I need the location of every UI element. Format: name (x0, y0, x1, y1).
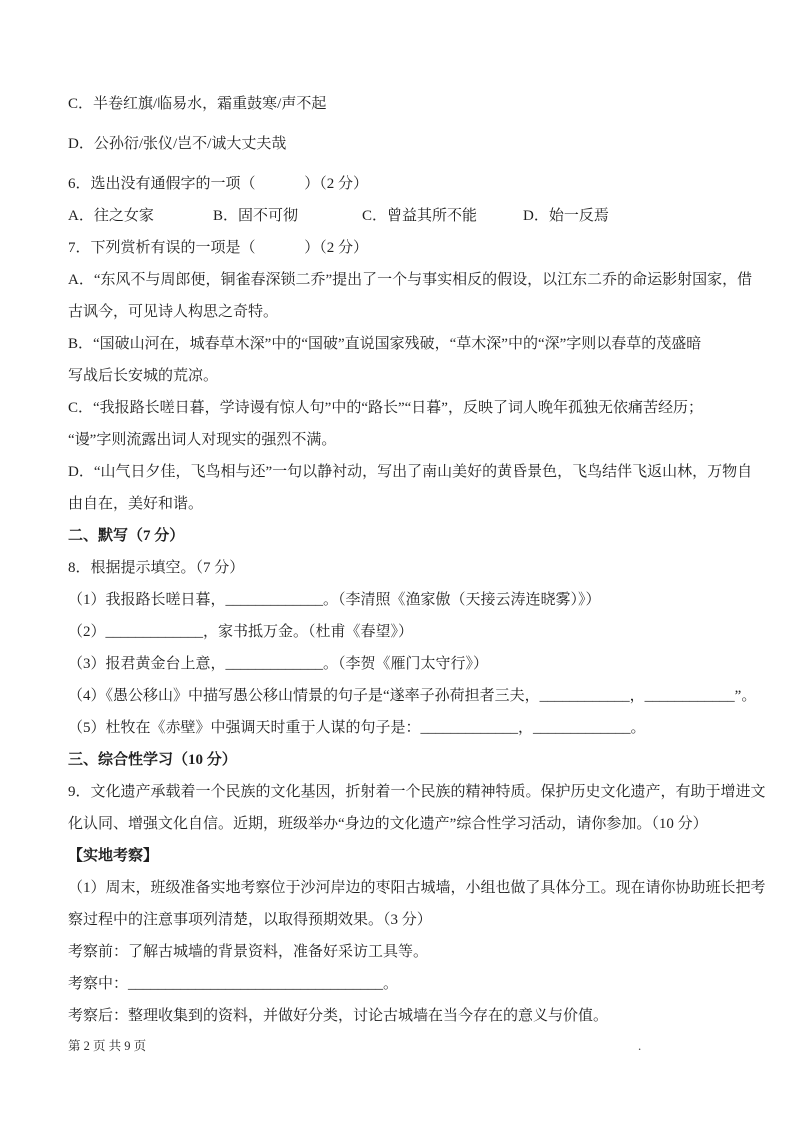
question-7-stem: 7．下列赏析有误的一项是（ ）（2 分） (68, 240, 369, 256)
question-7-option-a-line1: A．“东风不与周郎便，铜雀春深锁二乔”提出了一个与事实相反的假设，以江东二乔的命运影射国家，借 (68, 272, 753, 288)
question-8-item-2: （2）_____________，家书抵万金。（杜甫《春望》） (68, 624, 414, 640)
prev-question-option-c: C．半卷红旗/临易水，霜重鼓寒/声不起 (68, 96, 327, 112)
question-9-intro-line1: 9．文化遗产承载着一个民族的文化基因，折射着一个民族的精神特质。保护历史文化遗产，有助于增进文 (68, 784, 766, 800)
question-7-option-c-line1: C．“我报路长嗟日暮，学诗谩有惊人句”中的“路长”“日暮”，反映了词人晚年孤独无依痛苦经历； (68, 400, 703, 416)
survey-before-line: 考察前：了解古城墙的背景资料，准备好采访工具等。 (68, 944, 429, 960)
question-9-item-1-line1: （1）周末，班级准备实地考察位于沙河岸边的枣阳古城墙，小组也做了具体分工。现在请你协助班长把考 (68, 880, 766, 896)
question-8-item-5: （5）杜牧在《赤壁》中强调天时重于人谋的句子是：_____________，_____________。 (68, 720, 646, 736)
question-7-option-d-line1: D．“山气日夕佳，飞鸟相与还”一句以静衬动，写出了南山美好的黄昏景色，飞鸟结伴飞返山林，万物自 (68, 464, 753, 480)
question-8-item-3: （3）报君黄金台上意，_____________。（李贺《雁门太守行》） (68, 656, 489, 672)
question-6-stem: 6．选出没有通假字的一项（ ）（2 分） (68, 176, 369, 192)
question-7-option-a-line2: 古讽今，可见诗人构思之奇特。 (68, 304, 279, 320)
question-7-option-d-line2: 由自在，美好和谐。 (68, 496, 204, 512)
question-7-option-c-line2: “谩”字则流露出词人对现实的强烈不满。 (68, 432, 337, 448)
stray-dot-mark: . (638, 1038, 642, 1053)
question-8-stem: 8．根据提示填空。（7 分） (68, 560, 245, 576)
question-7-option-b-line2: 写战后长安城的荒凉。 (68, 368, 219, 384)
survey-during-line: 考察中：__________________________________。 (68, 976, 399, 992)
section-3-heading: 三、综合性学习（10 分） (68, 752, 237, 768)
field-survey-subheading: 【实地考察】 (68, 848, 159, 864)
question-7-option-b-line1: B．“国破山河在，城春草木深”中的“国破”直说国家残破，“草木深”中的“深”字则以春草的茂盛暗 (68, 336, 702, 352)
page-content (68, 88, 768, 1032)
survey-after-line: 考察后：整理收集到的资料，并做好分类，讨论古城墙在当今存在的意义与价值。 (68, 1008, 609, 1024)
question-6-option-d: D．始一反焉 (523, 208, 609, 224)
question-6-option-c: C．曾益其所不能 (362, 208, 478, 224)
question-8-item-1: （1）我报路长嗟日暮，_____________。（李清照《渔家傲（天接云涛连晓雾）》） (68, 592, 601, 608)
section-2-heading: 二、默写（7 分） (68, 528, 185, 544)
prev-question-option-d: D．公孙衍/张仪/岂不/诚大丈夫哉 (68, 136, 287, 152)
question-9-item-1-line2: 察过程中的注意事项列清楚，以取得预期效果。（3 分） (68, 912, 432, 928)
question-6-option-a: A．往之女家 (68, 208, 154, 224)
question-6-options-row (68, 200, 768, 232)
question-6-option-b: B．固不可彻 (213, 208, 299, 224)
question-8-item-4: （4）《愚公移山》中描写愚公移山情景的句子是“遂率子孙荷担者三夫，____________，____________”。 (68, 688, 757, 704)
page-number-footer: 第 2 页 共 9 页 (68, 1039, 147, 1053)
question-9-intro-line2: 化认同、增强文化自信。近期，班级举办“身边的文化遗产”综合性学习活动，请你参加。（10 分） (68, 816, 708, 832)
